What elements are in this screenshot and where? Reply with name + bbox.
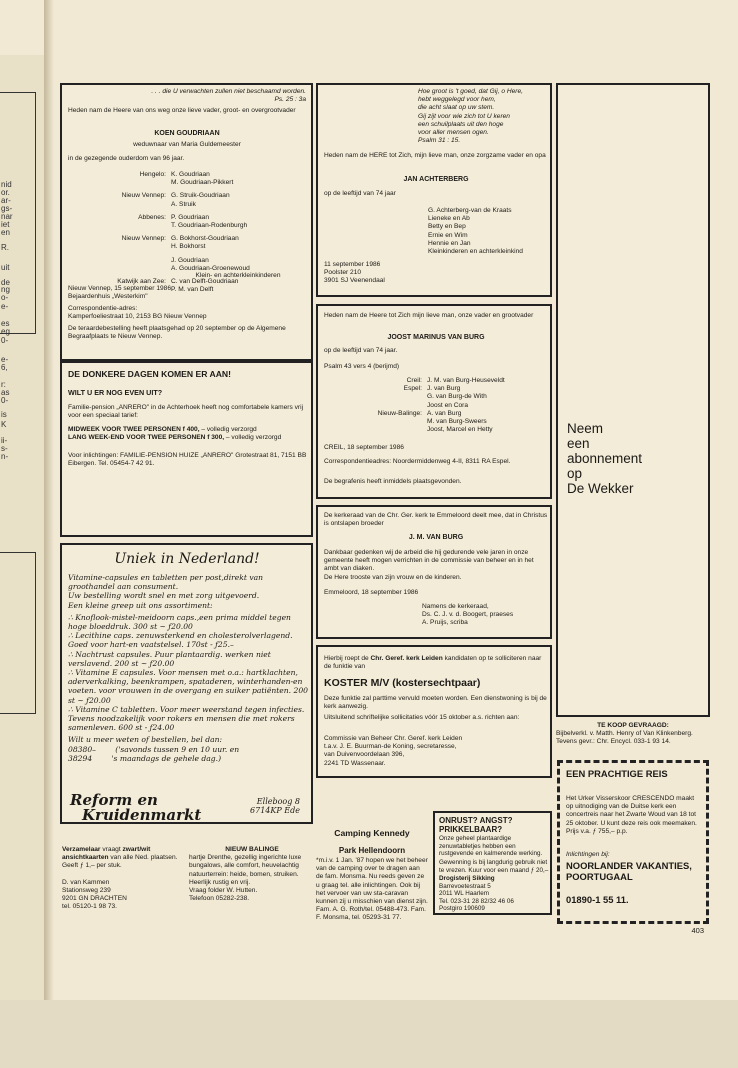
achterberg-family-line: Hennie en Jan (428, 239, 471, 247)
vanburg-family-place: Nieuw-Balinge: (377, 409, 422, 417)
goudriaan-family-names (171, 171, 233, 187)
anrero-offer2: LANG WEEK-END VOOR TWEE PERSONEN f 300, – volledig verzorgd (68, 434, 282, 441)
goudriaan-family-names (171, 214, 247, 230)
goudriaan-date-place: Nieuw Vennep, 15 september 1986 (68, 285, 172, 292)
koster-intro: Hierbij roept de Chr. Geref. kerk Leiden kandidaten op te solliciteren naar de funktie van (324, 655, 542, 671)
wekker-line: een (567, 436, 590, 451)
reform-address: Elleboog 8 6714KP Ede (250, 797, 300, 815)
vanburg-family (324, 377, 548, 434)
wekker-line: De Wekker (567, 481, 634, 496)
goudriaan-intro: Heden nam de Heere van ons weg onze lieve vader, groot- en overgrootvader (68, 107, 296, 114)
goudriaan-family-name: A. Struik (171, 200, 196, 208)
koster-p2: Uitsluitend schriftelijke sollicitaties vóór 15 oktober a.s. richten aan: (324, 714, 520, 721)
vanburg-psalm: Psalm 43 vers 4 (berijmd) (324, 363, 400, 370)
koster-address-line: t.a.v. J. E. Buurman-de Koning, secretaresse, (324, 743, 457, 751)
reis-org: NOORLANDER VAKANTIES, POORTUGAAL (566, 860, 692, 882)
anrero-intro: Familie-pension „ANRERO" in de Achterhoek heeft nog comfortabele kamers vrij voor een speciaal tarief: (68, 404, 304, 420)
vanburg-family-name: Joost en Cora (427, 401, 469, 409)
goudriaan-quote: . . . die U verwachten zullen niet beschaamd worden. (151, 88, 306, 95)
achterberg-quote-line: Hoe groot is 't goed, dat Gij, o Here, (418, 88, 523, 95)
goudriaan-family-row (68, 214, 306, 230)
anrero-title: DE DONKERE DAGEN KOMEN ER AAN! (68, 369, 231, 379)
reform-line: Uw bestelling wordt snel en met zorg uitgevoerd. (68, 591, 260, 601)
goudriaan-family-name: K. Goudriaan (171, 171, 210, 178)
reform-logo (70, 793, 240, 823)
kennedy-contacts: Fam. A. G. Roth/tel. 05488-473. Fam. F. Monsma, tel. 05293-31 77. (316, 906, 426, 922)
achterberg-family-line: Ernie en Wim (428, 231, 468, 239)
kennedy-title: Camping Kennedy (334, 828, 410, 838)
goudriaan-family-name: M. Goudriaan-Pikkert (171, 179, 234, 187)
reform-line: Een kleine greep uit ons assortiment: (68, 600, 213, 610)
onrust-address-line: Postgiro 190609 (439, 905, 485, 913)
goudriaan-corr-label: Correspondentie-adres: (68, 305, 138, 312)
reform-line: ∴ Vitamine E capsules. Voor mensen met o.a.: hartklachten, aderverkalking, beenkrampen, spataderen, winterhanden-en voeten. voor vrouwen in de overgang en suiker patiënten. 200 st ~ ƒ20.00 (68, 668, 308, 705)
achterberg-quote-line: Gij zijt voor wie zich tot U keren (418, 112, 510, 120)
wekker-line: abonnement (567, 451, 643, 466)
kerkeraad-intro: De kerkeraad van de Chr. Ger. kerk te Emmeloord deelt mee, dat in Christus is ontslapen broeder (324, 512, 548, 528)
balinge-folder: Vraag folder W. Hutten. (189, 887, 258, 895)
kerkeraad-text: Dankbaar gedenken wij de arbeid die hij gedurende vele jaren in onze gemeente heeft mogen verrichten in de commissie van beheer en in het ambt van diaken. (324, 549, 534, 573)
koster-p1: Deze funktie zal parttime vervuld moeten worden. Een dienstwoning is bij de kerk aanwezig. (324, 695, 547, 711)
margin-fragment: 0- (1, 396, 9, 405)
reform-line: 08380– ('savonds tussen 9 en 10 uur. en (68, 744, 240, 754)
vanburg-family-row (324, 385, 548, 410)
vanburg-family-name: J. M. van Burg-Heuseveldt (427, 377, 505, 384)
goudriaan-funeral: De teraardebestelling heeft plaatsgehad op 20 september op de Algemene Begraafplaats te Nieuw Vennep. (68, 325, 286, 341)
goudriaan-corr-address: Kamperfoeliestraat 10, 2153 BG Nieuw Vennep (68, 313, 207, 320)
margin-fragment: eg (1, 327, 10, 336)
onrust-text2: Gewenning is bij langdurig gebruik niet te vrezen. Kuur voor een maand ƒ 20,– (439, 859, 549, 874)
reform-line: ∴ Nachtrust capsules. Puur plantaardig. werken niet verslavend. 200 st ~ ƒ20.00 (68, 649, 271, 668)
goudriaan-family-place: Hengelo: (139, 171, 166, 178)
page-bottom-edge (0, 1000, 738, 1068)
kennedy-subtitle: Park Hellendoorn (338, 846, 406, 855)
verzamelaar-address-line: Stationsweg 239 (62, 886, 111, 894)
obituary-goudriaan (60, 83, 313, 361)
margin-fragment: 0- (1, 336, 9, 345)
goudriaan-family-name: H. Bokhorst (171, 243, 206, 251)
vanburg-family-names (427, 377, 505, 385)
reis-text: Het Urker Visserskoor CRESCENDO maakt op uitnodiging van de Duitse kerk een concertreis naar het Zwarte Woud van 18 tot 25 oktober. U kunt deze reis ook meemaken. Prijs v.a. ƒ 755,– p.p. (566, 795, 697, 835)
margin-fragment: o- (1, 293, 9, 302)
kennedy-text: *m.i.v. 1 Jan. '87 hopen we het beheer van de camping over te dragen aan de fam. Monsma. Nu reeds geven ze u graag tel. alle inlichtingen. Ook bij het vervoer van uw sta-caravan kunnen zij u misschien van dienst zijn. (316, 857, 428, 906)
goudriaan-family-row (68, 192, 306, 208)
margin-fragment: e- (1, 355, 9, 364)
vanburg-corr: Correspondentieadres: Noordermiddenweg 4-II, 8311 RA Espel. (324, 458, 511, 465)
onrust-address-line: 2011 WL Haarlem (439, 890, 490, 898)
ad-reform-kruidenmarkt (60, 543, 313, 824)
vanburg-family-name: A. van Burg (427, 409, 462, 417)
goudriaan-family-name: A. Goudriaan-Groenewoud (171, 264, 250, 272)
achterberg-address-line: 3901 SJ Veenendaal (324, 277, 385, 285)
reis-info: Inlichtingen bij: (566, 851, 610, 858)
margin-fragment: as (1, 388, 10, 397)
reform-line: ∴ Vitamine C tabletten. Voor meer weerstand tegen infecties. Tevens noodzakelijk voor rokers en mensen die met rokers samenleven. 600 st - ƒ24.00 (68, 704, 305, 733)
tekoop-text: Bijbelverkl. v. Matth. Henry of Van Klinkenberg. Tevens gevr.: Chr. Encycl. 033-1 93 14. (556, 730, 693, 746)
reis-title: EEN PRACHTIGE REIS (566, 768, 668, 779)
margin-fragment: ar- (1, 196, 11, 205)
onrust-title: ONRUST? ANGST? PRIKKELBAAR? (439, 816, 513, 834)
goudriaan-family-row (68, 235, 306, 251)
reform-logo-line2: Kruidenmarkt (82, 806, 202, 824)
margin-fragment: en (1, 228, 10, 237)
achterberg-quote-line: hebt weggelegd voor hem, (418, 96, 496, 104)
achterberg-quote (418, 88, 546, 137)
achterberg-family-line: Lieneke en Ab (428, 215, 470, 223)
koster-address (324, 735, 548, 768)
goudriaan-family-place (68, 257, 171, 273)
anrero-info: Voor inlichtingen: FAMILIE-PENSION HUIZE „ANRERO" Grotestraat 81, 7151 BB Eibergen. Tel. 05454-7 42 91. (68, 452, 307, 468)
goudriaan-grandchildren: Klein- en achterkleinkinderen (195, 272, 281, 279)
goudriaan-family-name: C. van Delft-Goudriaan (171, 278, 239, 286)
wekker-line: Neem (567, 421, 604, 436)
margin-fragment: ii- (1, 436, 8, 445)
goudriaan-family-row (68, 171, 306, 187)
ad-nieuw-balinge (189, 846, 315, 903)
goudriaan-family-names (171, 192, 230, 208)
margin-fragment: n- (1, 452, 9, 461)
kerkeraad-date-place: Emmeloord, 18 september 1986 (324, 589, 419, 596)
goudriaan-family-place: Nieuw Vennep: (121, 192, 166, 200)
goudriaan-quote-ref: Ps. 25 : 3a (274, 96, 306, 103)
verzamelaar-address-line: 9201 GN DRACHTEN (62, 895, 127, 903)
balinge-phone: Telefoon 05282-238. (189, 895, 250, 903)
verzamelaar-address (62, 879, 184, 912)
margin-fragment: ng (1, 285, 10, 294)
verzamelaar-text: Verzamelaar vraagt zwart/wit ansichtkaarten van alle Ned. plaatsen. (62, 846, 178, 862)
kerkeraad-signer: A. Pruijs, scriba (422, 619, 468, 627)
onrust-address-line: Barrevoetestraat 5 (439, 882, 491, 890)
kerkeraad-signers (422, 603, 548, 628)
vanburg-family-place: Espel: (403, 385, 422, 393)
koster-address-line: 2241 TD Wassenaar. (324, 759, 386, 767)
reform-lines (68, 573, 308, 763)
margin-fragment: is (1, 410, 7, 419)
vanburg-family-name: G. van Burg-de With (427, 393, 487, 401)
onrust-address (439, 875, 551, 913)
margin-fragment: 6, (1, 363, 8, 372)
margin-fragment: e- (1, 302, 9, 311)
goudriaan-family-name: T. Goudriaan-Rodenburgh (171, 222, 248, 230)
achterberg-address-line: Poolster 210 (324, 269, 362, 277)
koster-address-line: Commissie van Beheer Chr. Geref. kerk Leiden (324, 735, 463, 742)
goudriaan-widower: weduwnaar van Maria Guldemeester (133, 141, 241, 148)
goudriaan-family-names (171, 257, 250, 273)
reform-line: ∴ Knoflook-mistel-meidoorn caps.,een prima middel tegen hoge bloeddruk. 300 st ~ ƒ20.00 (68, 612, 291, 632)
achterberg-intro: Heden nam de HERE tot Zich, mijn lieve man, onze zorgzame vader en opa (324, 152, 546, 159)
vanburg-family-name: Joost, Marcel en Hetty (427, 426, 493, 434)
tekoop-title: TE KOOP GEVRAAGD: (597, 722, 669, 729)
kerkeraad-signer: Ds. C. J. v. d. Boogert, praeses (422, 611, 514, 619)
ad-prachtige-reis (557, 760, 709, 924)
verzamelaar-address-line: tel. 05120-1 98 73. (62, 903, 117, 911)
anrero-question: WILT U ER NOG EVEN UIT? (68, 388, 163, 397)
koster-address-line: van Duivenvoordelaan 396, (324, 751, 405, 759)
reform-title: Uniek in Nederland! (114, 551, 260, 567)
ad-de-wekker (556, 83, 710, 717)
vanburg-family-row (324, 410, 548, 435)
goudriaan-family-name: P. M. van Delft (171, 286, 214, 294)
onrust-org: Drogisterij Sikking (439, 875, 495, 882)
ad-camping-kennedy (316, 828, 428, 923)
goudriaan-home: Bejaardenhuis „Westerkim" (68, 293, 148, 300)
goudriaan-family-name: P. Goudriaan (171, 213, 210, 221)
vanburg-funeral: De begrafenis heeft inmiddels plaatsgevonden. (324, 478, 462, 485)
goudriaan-family-name: G. Struik-Goudriaan (171, 192, 230, 200)
vanburg-family-name: M. van Burg-Sweers (427, 418, 487, 426)
achterberg-age: op de leeftijd van 74 jaar (324, 190, 396, 197)
achterberg-quote-ref: Psalm 31 : 15. (418, 137, 461, 144)
balinge-text: hartje Drenthe, gezellig ingerichte luxe bungalows, alle comfort, heuvelachtig natuurterrein: heide, bomen, struiken. Heerlijk rustig en vrij. (189, 854, 302, 886)
margin-fragment: gs- (1, 204, 13, 213)
vanburg-family-row (324, 377, 548, 385)
reform-line: ∴ Lecithine caps. zenuwsterkend en cholesterolverlagend. Goed voor hart-en vaatstelsel. 170st - ƒ25.– (68, 631, 293, 650)
wekker-line: op (567, 466, 583, 481)
ad-koster (316, 645, 552, 778)
margin-fragment: de (1, 278, 10, 287)
vanburg-family-names (427, 410, 493, 435)
achterberg-quote-line: die acht slaat op uw stem. (418, 104, 495, 112)
verzamelaar-price: Geeft ƒ 1,– per stuk. (62, 862, 122, 870)
koster-title: KOSTER M/V (kostersechtpaar) (324, 677, 481, 689)
onrust-address-line: Tel. 023-31 28 82/32 46 06 (439, 897, 514, 905)
reform-logo-line1: Reform en (70, 791, 158, 809)
vanburg-family-place: Creil: (406, 377, 422, 384)
book-spine (44, 0, 54, 1068)
goudriaan-age: in de gezegende ouderdom van 96 jaar. (68, 155, 185, 162)
goudriaan-family-names (171, 235, 239, 251)
page-number: 403 (691, 926, 704, 935)
vanburg-family-name: J. van Burg (427, 385, 461, 393)
vanburg-date-place: CREIL, 18 september 1986 (324, 444, 404, 451)
margin-fragment: nid (1, 180, 12, 189)
ad-onrust (433, 811, 552, 915)
goudriaan-family-name: G. Bokhorst-Goudriaan (171, 235, 239, 243)
obituary-achterberg (316, 83, 552, 297)
ad-verzamelaar (62, 846, 184, 911)
goudriaan-family-row (68, 257, 306, 273)
margin-fragment: uit (1, 263, 10, 272)
ad-te-koop (556, 722, 710, 747)
achterberg-address (324, 261, 444, 286)
kerkeraad-text2: De Here trooste van zijn vrouw en de kinderen. (324, 574, 462, 581)
kerkeraad-name: J. M. VAN BURG (408, 534, 464, 541)
goudriaan-family-place: Katwijk aan Zee: (117, 278, 166, 286)
goudriaan-family-place: Nieuw Vennep: (121, 235, 166, 243)
vanburg-intro: Heden nam de Heere tot Zich mijn lieve man, onze vader en grootvader (324, 312, 534, 319)
margin-fragment: nar (1, 212, 13, 221)
wekker-text (567, 421, 707, 496)
obituary-van-burg (316, 304, 552, 499)
achterberg-family-line: G. Achterberg-van de Kraats (428, 207, 512, 214)
reform-line: Wilt u meer weten of bestellen, bel dan: (68, 735, 223, 745)
achterberg-family-line: Betty en Bep (428, 223, 466, 231)
reis-phone: 01890-1 55 11. (566, 894, 629, 905)
reform-line: 38294 's maandags de gehele dag.) (68, 753, 222, 763)
margin-fragment: es (1, 319, 10, 328)
goudriaan-family-place: Abbenes: (138, 213, 166, 221)
reform-line: Vitamine-capsules en tabletten per post,direkt van groothandel aan consument. (68, 573, 264, 592)
margin-fragment: R. (1, 243, 9, 252)
margin-fragment: r: (1, 380, 6, 389)
margin-fragment: s- (1, 444, 8, 453)
verzamelaar-address-line: D. van Kammen (62, 878, 110, 886)
left-page-box-2 (0, 552, 36, 714)
vanburg-name: JOOST MARINUS VAN BURG (387, 334, 485, 341)
achterberg-name: JAN ACHTERBERG (403, 176, 469, 183)
notice-kerkeraad (316, 505, 552, 639)
margin-fragment: or. (1, 188, 10, 197)
achterberg-family (428, 207, 550, 256)
goudriaan-family-name: J. Goudriaan (171, 256, 209, 264)
achterberg-address-line: 11 september 1986 (324, 261, 381, 268)
anrero-offer1: MIDWEEK VOOR TWEE PERSONEN f 400, – volledig verzorgd (68, 426, 257, 433)
kerkeraad-signer: Namens de kerkeraad, (422, 603, 489, 610)
balinge-title: NIEUW BALINGE (225, 846, 279, 853)
vanburg-age: op de leeftijd van 74 jaar. (324, 347, 398, 354)
margin-fragment: iet (1, 220, 10, 229)
ad-anrero (60, 361, 313, 537)
achterberg-quote-line: een schuilplaats uit den hoge (418, 120, 504, 128)
margin-fragment: K (1, 420, 7, 429)
vanburg-family-names (427, 385, 487, 410)
achterberg-family-line: Kleinkinderen en achterkleinkind (428, 248, 523, 256)
achterberg-quote-line: voor aller mensen ogen. (418, 129, 489, 137)
onrust-text: Onze geheel plantaardige zenuwtabletjes hebben een rustgevende en kalmerende werking. (439, 835, 543, 858)
goudriaan-name: KOEN GOUDRIAAN (154, 130, 220, 137)
